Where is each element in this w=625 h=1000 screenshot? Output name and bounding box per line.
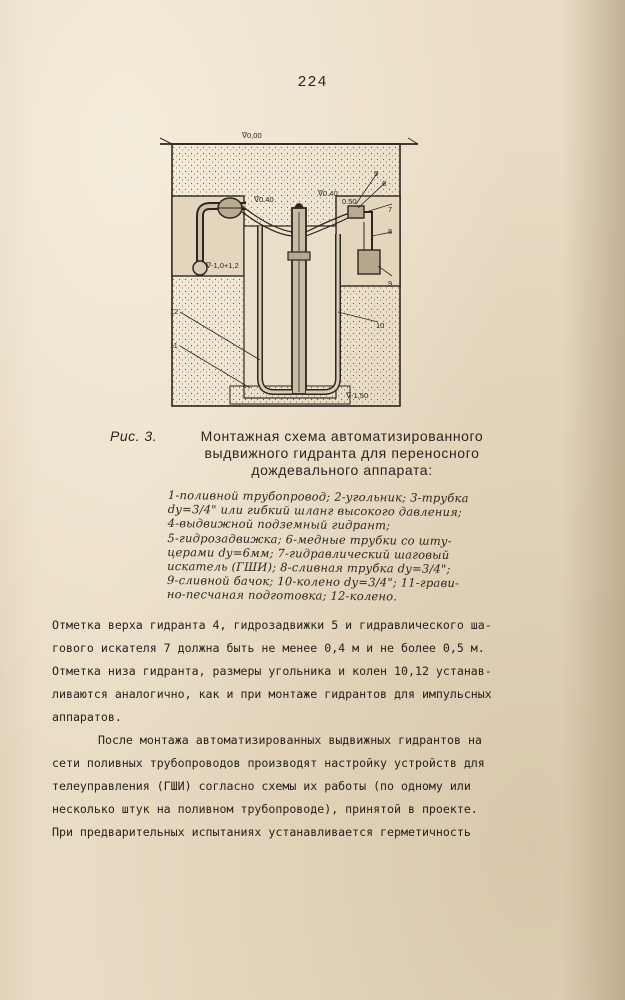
legend-line: 4-выдвижной подземный гидрант; <box>167 516 391 533</box>
legend-line: но-песчаная подготовка; 12-колено. <box>166 587 398 604</box>
diagram-svg <box>160 116 420 422</box>
text-line: телеуправления (ГШИ) согласно схемы их работы (по одному или <box>52 779 471 793</box>
legend-line: 1-поливной трубопровод; 2-угольник; 3-трубка <box>167 488 469 506</box>
label-level-040-left: ∇0.40 <box>254 195 274 204</box>
figure-legend <box>167 488 548 606</box>
caption-number: Рис. 3. <box>110 428 158 444</box>
label-11: 11 <box>170 341 178 350</box>
label-10: 10 <box>376 321 385 330</box>
text-line: несколько штук на поливном трубопроводе), принятой в проекте. <box>52 802 478 816</box>
legend-line: 9-сливной бачок; 10-колено dу=3/4"; 11-грави- <box>166 573 460 591</box>
text-line: аппаратов. <box>52 710 122 724</box>
text-line: сети поливных трубопроводов производят настройку устройств для <box>52 756 485 770</box>
label-12: 12 <box>170 307 179 316</box>
paragraph-1 <box>52 614 572 729</box>
label-level-bottom: ∇-1,50 <box>346 391 369 400</box>
installation-diagram <box>160 116 420 422</box>
text-line: При предварительных испытаниях устанавливается герметичность <box>52 825 471 839</box>
stepper-finder <box>348 206 364 218</box>
label-7: 7 <box>388 205 393 214</box>
label-level-top: ∇0,00 <box>242 131 262 140</box>
text-line: После монтажа автоматизированных выдвижных гидрантов на <box>98 733 482 747</box>
label-level-pipe: ∇-1,0+1,2 <box>206 261 239 270</box>
text-line: ливаются аналогично, как и при монтаже гидрантов для импульсных <box>52 687 492 701</box>
label-6: 6 <box>382 179 387 188</box>
text-line: Отметка верха гидранта 4, гидрозадвижки 5 и гидравлического ша- <box>52 618 492 632</box>
label-5: 5 <box>374 169 379 178</box>
caption-line: выдвижного гидранта для переносного <box>204 445 480 461</box>
page-number: 224 <box>297 74 328 91</box>
legend-line: искатель (ГШИ); 8-сливная трубка dу=3/4"; <box>167 559 451 576</box>
figure-caption <box>110 428 530 479</box>
paragraph-2 <box>52 729 572 844</box>
legend-line: dу=3/4" или гибкий шланг высокого давления; <box>167 502 463 520</box>
label-level-050: 0.50 <box>342 197 357 206</box>
text-line: Отметка низа гидранта, размеры угольника и колен 10,12 устанав- <box>52 664 492 678</box>
text-line: гового искателя 7 должна быть не менее 0,4 м и не более 0,5 м. <box>52 641 485 655</box>
label-level-040-right: ∇0.40 <box>318 189 338 198</box>
label-8: 8 <box>388 227 393 236</box>
label-9: 9 <box>388 279 393 288</box>
caption-line: Монтажная схема автоматизированного <box>200 428 484 444</box>
legend-line: 5-гидрозадвижка; 6-медные трубки со шту- <box>167 530 452 548</box>
body-text <box>52 614 572 844</box>
drain-tank <box>358 250 380 274</box>
legend-line: церами dу=6мм; 7-гидравлический шаговый <box>167 544 450 562</box>
caption-title <box>172 428 512 479</box>
caption-line: дождевального аппарата: <box>251 462 433 478</box>
